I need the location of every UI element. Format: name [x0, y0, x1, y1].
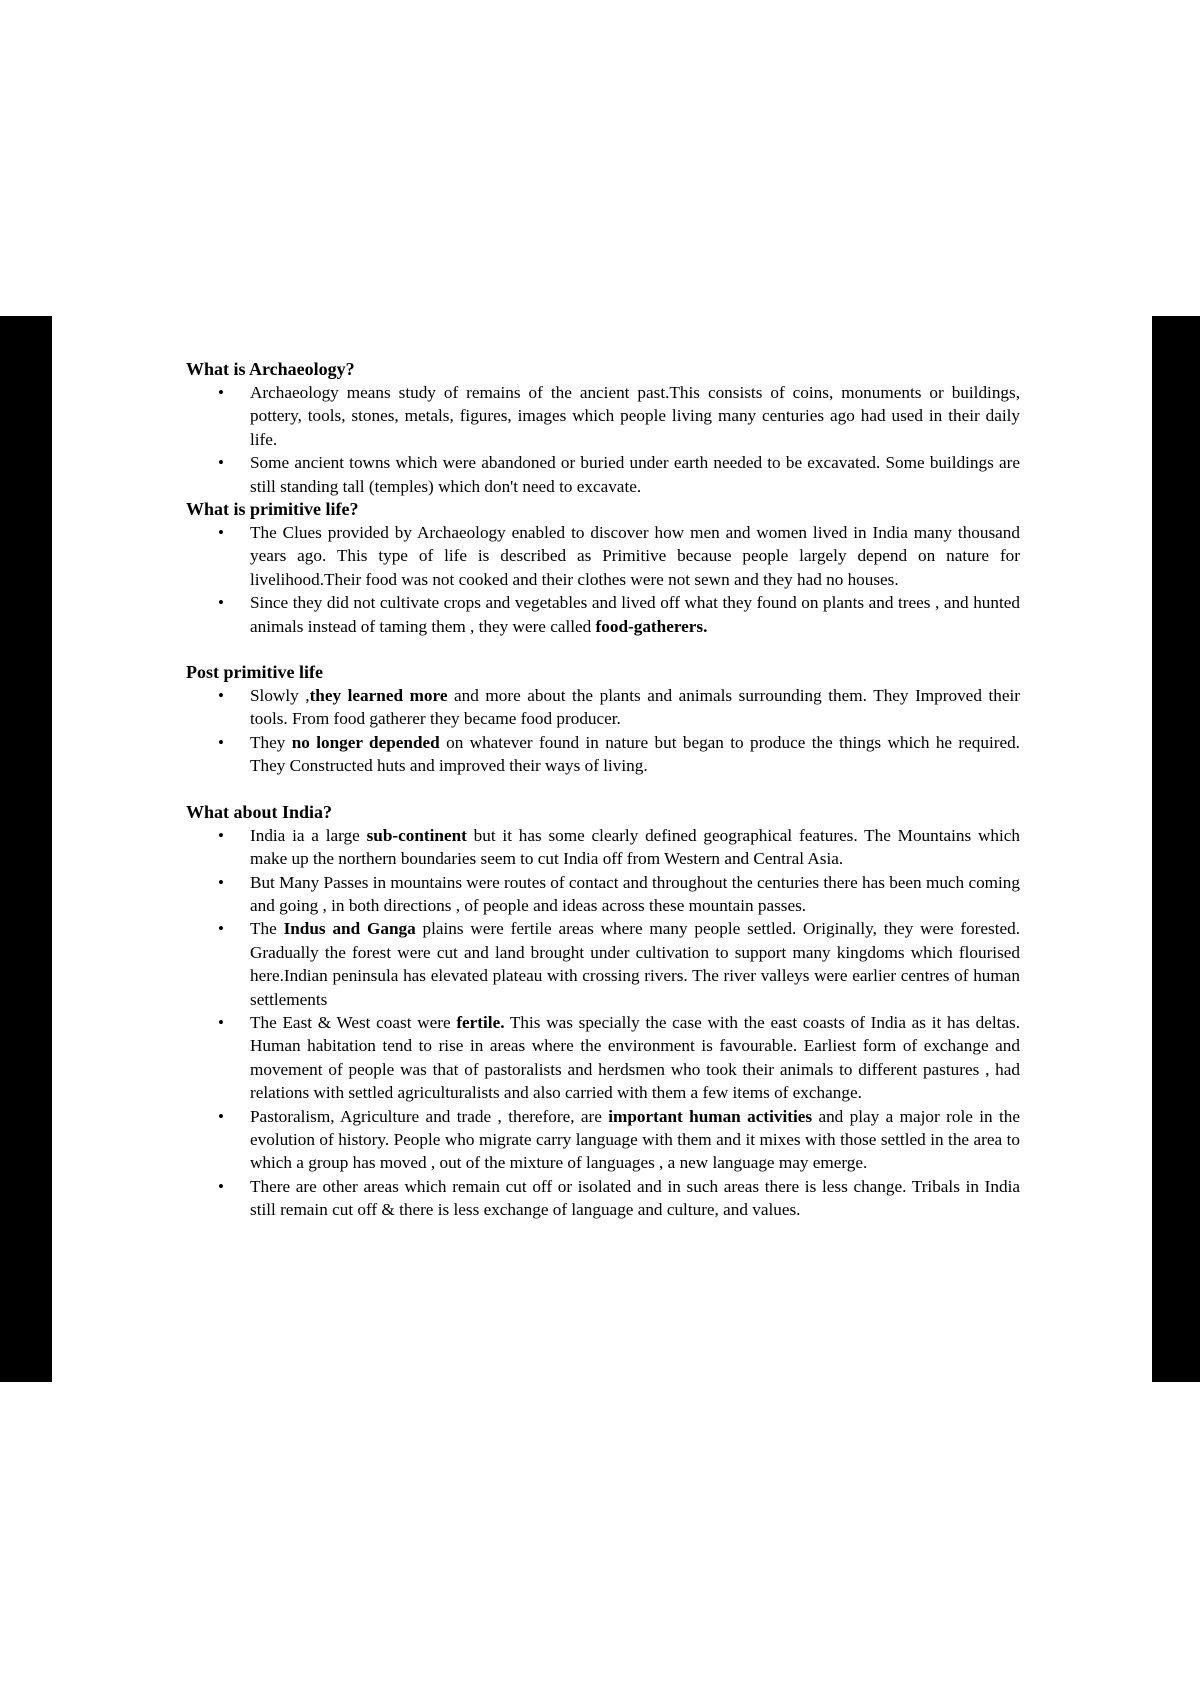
- bullet-icon: •: [218, 593, 224, 613]
- bullet-list: [186, 684, 1020, 778]
- list-item: [186, 451, 1020, 498]
- text-run: Slowly ,: [250, 686, 310, 706]
- bold-text: important human activities: [608, 1106, 813, 1126]
- bullet-icon: •: [218, 1176, 224, 1196]
- bullet-icon: •: [218, 825, 224, 845]
- text-run: and play a major role in the evolution of history. People who migrate carry language with them and it mixes with those settled in the area to which a group has moved , out of the mixture of languages , a new language may emerge.: [250, 1106, 1021, 1173]
- text-run: This was specially the case with the east coasts of India as it has deltas. Human habitation tend to rise in areas where the environment is favourable. Earliest form of exchange and movement of people was that of pastoralists and herdsmen who took their animals to different pastures , had relations with settled agriculturalists and also carried with them a few items of exchange.: [250, 1012, 1020, 1103]
- section-heading: What is Archaeology?: [186, 359, 355, 379]
- bold-text: food-gatherers.: [595, 616, 708, 636]
- bullet-icon: •: [218, 872, 224, 892]
- document-body: [186, 358, 1020, 1222]
- text-run: Pastoralism, Agriculture and trade , therefore, are: [250, 1106, 609, 1126]
- list-item: [186, 824, 1020, 871]
- text-run: plains were fertile areas where many people settled. Originally, they were forested. Gradually the forest were cut and land brought under cultivation to support many kingdoms which flourised here.Indian peninsula has elevated plateau with crossing rivers. The river valleys were earlier centres of human settlements: [250, 919, 1021, 1009]
- list-item: [186, 1011, 1020, 1105]
- right-black-border: [1152, 316, 1200, 1382]
- section-heading: Post primitive life: [186, 662, 323, 683]
- text-run: There are other areas which remain cut off or isolated and in such areas there is less change. Tribals in India still remain cut off & there is less exchange of language and culture, and values.: [250, 1176, 1020, 1220]
- list-item: [186, 917, 1020, 1011]
- text-run: But Many Passes in mountains were routes of contact and throughout the centuries there has been much coming and going , in both directions , of people and ideas across these mountain passes.: [250, 872, 1020, 915]
- list-item: [186, 731, 1020, 778]
- list-item: [186, 1105, 1020, 1175]
- bullet-icon: •: [218, 1106, 224, 1126]
- bold-text: sub-continent: [366, 825, 467, 845]
- bold-text: fertile.: [456, 1012, 505, 1032]
- list-item: [186, 381, 1020, 451]
- bullet-icon: •: [218, 383, 224, 402]
- text-run: Some ancient towns which were abandoned or buried under earth needed to be excavated. Some buildings are still standing tall (temples) which don't need to excavate.: [250, 453, 1020, 496]
- bullet-icon: •: [218, 453, 224, 473]
- left-black-border: [0, 316, 52, 1382]
- bold-text: they learned more: [309, 686, 448, 706]
- text-run: The East & West coast were: [250, 1012, 457, 1032]
- bold-text: no longer depended: [291, 732, 440, 752]
- section-heading: What about India?: [186, 801, 333, 822]
- section-heading: What is primitive life?: [186, 499, 359, 520]
- bullet-icon: •: [218, 732, 224, 752]
- list-item: [186, 871, 1020, 918]
- text-run: Archaeology means study of remains of the ancient past.This consists of coins, monuments or buildings, pottery, tools, stones, metals, figures, images which people living many centuries ago had used in their daily life.: [250, 383, 1020, 449]
- bullet-list: [186, 521, 1020, 638]
- bullet-list: [186, 381, 1020, 498]
- text-run: They: [250, 732, 292, 752]
- text-run: and more about the plants and animals surrounding them. They Improved their tools. From food gatherer they became food producer.: [250, 686, 1020, 729]
- bold-text: Indus and Ganga: [283, 919, 416, 939]
- text-run: on whatever found in nature but began to produce the things which he required. They Constructed huts and improved their ways of living.: [250, 732, 1020, 776]
- list-item: [186, 684, 1020, 731]
- bullet-icon: •: [218, 1012, 224, 1032]
- text-run: The Clues provided by Archaeology enabled to discover how men and women lived in India many thousand years ago. This type of life is described as Primitive because people largely depend on nature for livelihood.Their food was not cooked and their clothes were not sewn and they had no houses.: [250, 523, 1020, 589]
- list-item: [186, 1175, 1020, 1222]
- text-run: but it has some clearly defined geographical features. The Mountains which make up the northern boundaries seem to cut India off from Western and Central Asia.: [250, 825, 1020, 869]
- bullet-icon: •: [218, 919, 224, 939]
- bullet-icon: •: [218, 686, 224, 706]
- text-run: Since they did not cultivate crops and vegetables and lived off what they found on plants and trees , and hunted animals instead of taming them , they were called: [250, 593, 1020, 636]
- list-item: [186, 591, 1020, 638]
- text-run: The: [250, 919, 284, 939]
- bullet-list: [186, 824, 1020, 1222]
- text-run: India ia a large: [250, 825, 367, 845]
- bullet-icon: •: [218, 523, 224, 543]
- list-item: [186, 521, 1020, 591]
